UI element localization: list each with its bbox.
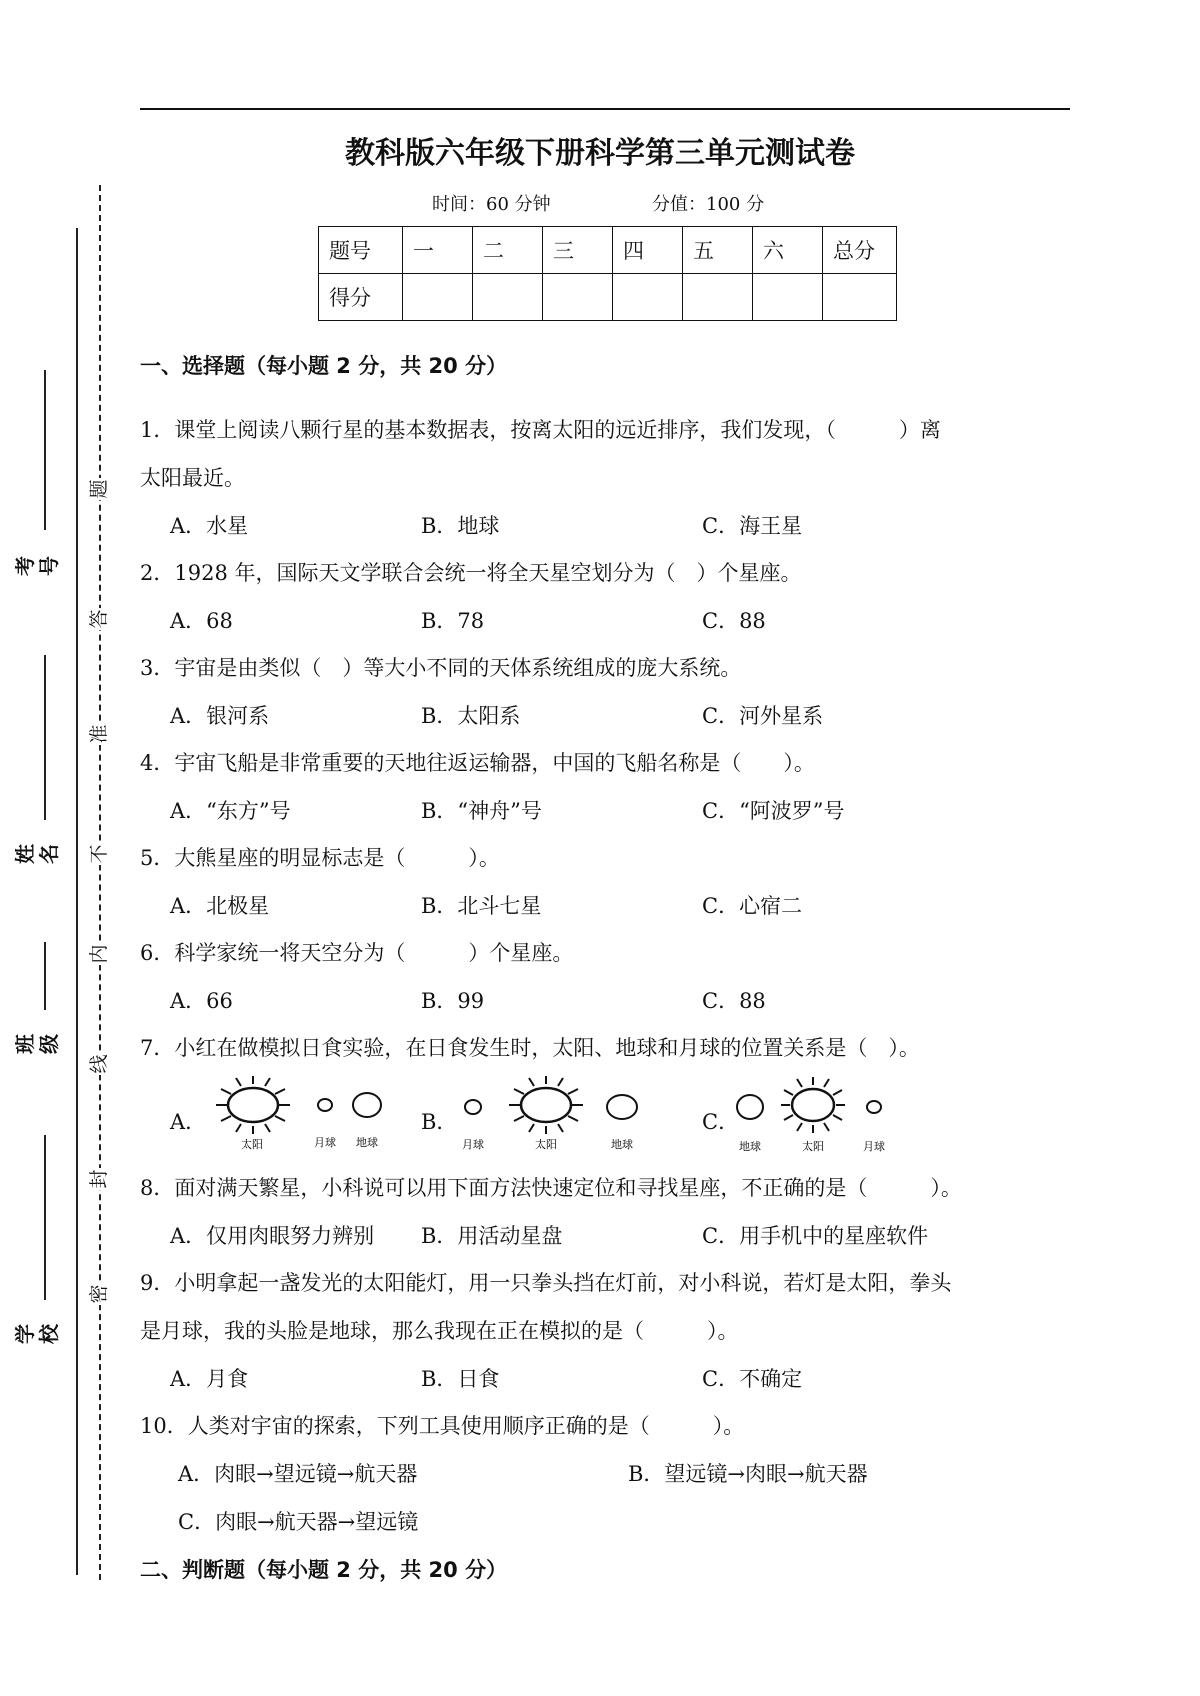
score-table-cell: 四 [613, 227, 683, 274]
option-c[interactable]: C．海王星 [702, 514, 803, 538]
question-text: 7．小红在做模拟日食实验，在日食发生时，太阳、地球和月球的位置关系是（ ）。 [140, 1036, 920, 1060]
score-entry-cell[interactable] [473, 274, 543, 321]
option-a[interactable]: A．“东方”号 [170, 799, 291, 823]
sun-icon [509, 1076, 583, 1134]
option-b[interactable]: B．78 [421, 609, 485, 633]
score-table-cell: 二 [473, 227, 543, 274]
question-text: 1．课堂上阅读八颗行星的基本数据表，按离太阳的远近排序，我们发现，（ ）离 [140, 418, 941, 442]
option-b[interactable]: B．地球 [421, 514, 500, 538]
question-text: 2．1928 年，国际天文学联合会统一将全天星空划分为（ ）个星座。 [140, 561, 802, 585]
sun-icon [216, 1076, 290, 1134]
exam-number-field[interactable] [44, 370, 46, 530]
score-entry-cell[interactable] [753, 274, 823, 321]
diagram-label: 太阳 [241, 1138, 263, 1151]
score-entry-cell[interactable] [823, 274, 897, 321]
seal-char: 线 [88, 1054, 110, 1074]
option-c[interactable]: C．河外星系 [702, 704, 824, 728]
option-a[interactable]: A．北极星 [170, 894, 270, 918]
seal-char: 题 [88, 479, 110, 499]
earth-icon [607, 1095, 637, 1119]
option-a[interactable]: A．肉眼→望远镜→航天器 [178, 1462, 418, 1486]
option-c[interactable]: C．肉眼→航天器→望远镜 [178, 1510, 419, 1534]
option-c[interactable]: C．88 [702, 609, 766, 633]
score-table-cell: 五 [683, 227, 753, 274]
option-b[interactable]: B． [421, 1110, 458, 1134]
score-table-cell: 三 [543, 227, 613, 274]
diagram-label: 地球 [356, 1136, 378, 1149]
diagram-label: 太阳 [535, 1138, 557, 1151]
school-field[interactable] [44, 1135, 46, 1300]
exam-time: 时间：60 分钟 [432, 194, 551, 215]
score-table [318, 226, 897, 321]
option-a[interactable]: A．水星 [170, 514, 249, 538]
option-b[interactable]: B．“神舟”号 [421, 799, 542, 823]
school-label: 学校 [13, 1324, 61, 1344]
option-b[interactable]: B．北斗七星 [421, 894, 542, 918]
class-field[interactable] [44, 942, 46, 1010]
binding-solid-line [76, 228, 78, 1575]
question-text: 3．宇宙是由类似（ ）等大小不同的天体系统组成的庞大系统。 [140, 656, 742, 680]
score-table-cell: 一 [403, 227, 473, 274]
diagram-label: 月球 [314, 1136, 336, 1149]
seal-char: 准 [88, 724, 110, 744]
option-c[interactable]: C．88 [702, 989, 766, 1013]
option-c[interactable]: C．用手机中的星座软件 [702, 1224, 929, 1248]
section-heading: 二、判断题（每小题 2 分，共 20 分） [140, 1558, 508, 1582]
option-a[interactable]: A．银河系 [170, 704, 270, 728]
binding-dashed-line [99, 185, 101, 1580]
question-text: 4．宇宙飞船是非常重要的天地往返运输器，中国的飞船名称是（ ）。 [140, 751, 815, 775]
name-label: 姓名 [13, 844, 61, 864]
option-b[interactable]: B．用活动星盘 [421, 1224, 563, 1248]
option-a[interactable]: A．月食 [170, 1367, 249, 1391]
question-text: 5．大熊星座的明显标志是（ ）。 [140, 846, 500, 870]
score-entry-cell[interactable] [403, 274, 473, 321]
diagram-option-c [730, 1075, 930, 1155]
section-heading: 一、选择题（每小题 2 分，共 20 分） [140, 354, 508, 378]
score-table-cell: 六 [753, 227, 823, 274]
option-c[interactable]: C．“阿波罗”号 [702, 799, 845, 823]
moon-icon [318, 1099, 332, 1111]
option-a[interactable]: A． [170, 1110, 207, 1134]
question-text: 8．面对满天繁星，小科说可以用下面方法快速定位和寻找星座，不正确的是（ ）。 [140, 1176, 962, 1200]
option-b[interactable]: B．99 [421, 989, 485, 1013]
option-a[interactable]: A．68 [170, 609, 233, 633]
page-title: 教科版六年级下册科学第三单元测试卷 [345, 136, 855, 171]
question-text: 是月球，我的头脸是地球，那么我现在正在模拟的是（ ）。 [140, 1319, 739, 1343]
question-text: 6．科学家统一将天空分为（ ）个星座。 [140, 941, 574, 965]
score-table-cell: 总分 [823, 227, 897, 274]
diagram-option-b [452, 1075, 652, 1155]
score-entry-cell[interactable] [613, 274, 683, 321]
option-c[interactable]: C．心宿二 [702, 894, 803, 918]
moon-icon [867, 1101, 881, 1113]
seal-char: 内 [88, 944, 110, 964]
score-entry-cell[interactable] [683, 274, 753, 321]
diagram-option-a [200, 1075, 400, 1155]
score-table-score-row [319, 274, 897, 321]
name-field[interactable] [44, 655, 46, 820]
seal-char: 答 [88, 609, 110, 629]
seal-char: 密 [88, 1284, 110, 1304]
option-c[interactable]: C．不确定 [702, 1367, 803, 1391]
diagram-label: 地球 [739, 1140, 761, 1153]
score-entry-cell[interactable] [543, 274, 613, 321]
question-text: 9．小明拿起一盏发光的太阳能灯，用一只拳头挡在灯前，对小科说，若灯是太阳，拳头 [140, 1271, 952, 1295]
option-b[interactable]: B．望远镜→肉眼→航天器 [628, 1462, 868, 1486]
question-text: 10．人类对宇宙的探索，下列工具使用顺序正确的是（ ）。 [140, 1414, 745, 1438]
score-table-cell: 得分 [319, 274, 403, 321]
option-b[interactable]: B．太阳系 [421, 704, 521, 728]
exam-score-value: 分值：100 分 [652, 194, 765, 215]
sun-icon [781, 1077, 845, 1133]
option-a[interactable]: A．66 [170, 989, 233, 1013]
score-table-cell: 题号 [319, 227, 403, 274]
option-a[interactable]: A．仅用肉眼努力辨别 [170, 1224, 375, 1248]
seal-char: 不 [88, 844, 110, 864]
seal-char: 封 [88, 1169, 110, 1189]
earth-icon [737, 1095, 763, 1119]
option-c[interactable]: C． [702, 1110, 740, 1134]
class-label: 班级 [13, 1034, 61, 1054]
diagram-label: 太阳 [802, 1140, 824, 1153]
top-rule [140, 108, 1070, 110]
option-b[interactable]: B．日食 [421, 1367, 500, 1391]
earth-icon [353, 1093, 381, 1117]
diagram-label: 地球 [611, 1138, 633, 1151]
diagram-label: 月球 [462, 1138, 484, 1151]
diagram-label: 月球 [863, 1140, 885, 1153]
exam-number-label: 考号 [13, 556, 61, 576]
question-text: 太阳最近。 [140, 466, 245, 490]
score-table-header-row [319, 227, 897, 274]
moon-icon [465, 1100, 481, 1114]
